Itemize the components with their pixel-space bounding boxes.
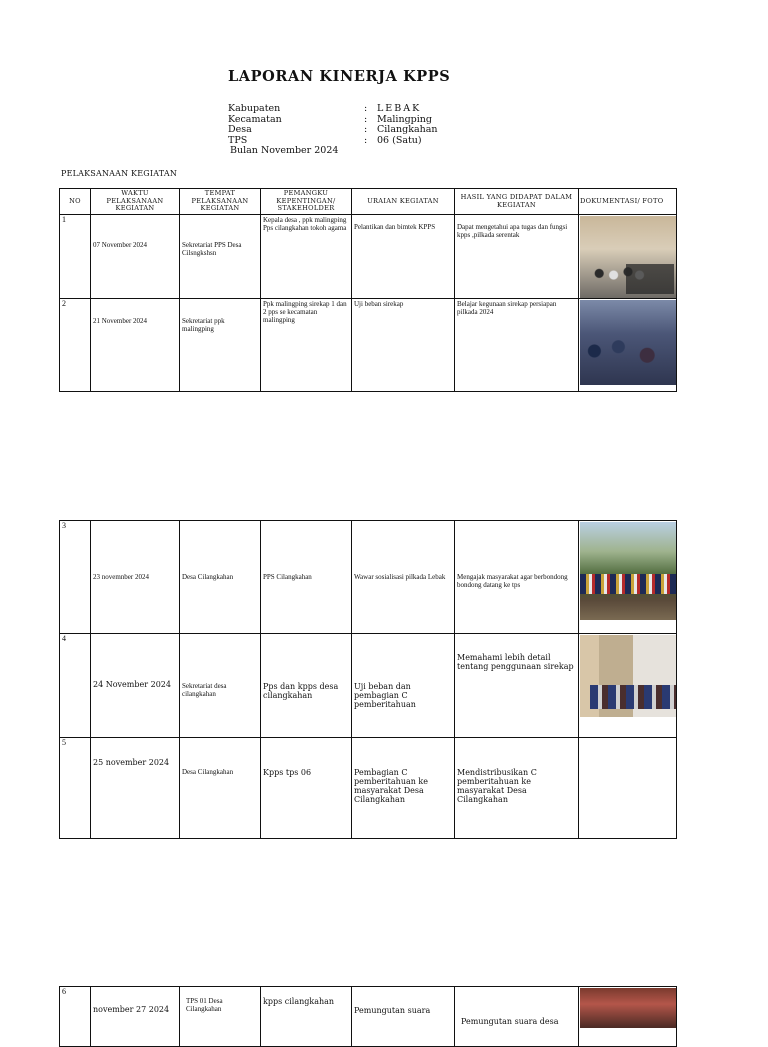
cell-pemangku: Ppk malingping sirekap 1 dan 2 pps se kecamatan malingping: [261, 299, 352, 392]
meta-label: Kecamatan: [228, 113, 282, 125]
activity-table-page-1: [59, 188, 677, 392]
meta-value: 06 (Satu): [377, 134, 422, 146]
cell-hasil: Belajar kegunaan sirekap persiapan pilkada 2024: [455, 299, 579, 392]
meta-colon: :: [364, 113, 368, 125]
cell-tempat: Sekretariat ppk malingping: [180, 299, 261, 392]
section-title: PELAKSANAAN KEGIATAN: [61, 169, 178, 178]
activity-photo: [580, 522, 676, 620]
cell-hasil: Memahami lebih detail tentang penggunaan sirekap: [455, 634, 579, 738]
meta-label: Kabupaten: [228, 103, 281, 114]
activity-photo: [580, 988, 676, 1028]
header-waktu: WAKTU PELAKSANAAN KEGIATAN: [91, 189, 180, 215]
cell-waktu: 21 November 2024: [91, 299, 180, 392]
cell-waktu: 25 november 2024: [91, 738, 180, 839]
table-header-row: [60, 189, 677, 215]
cell-hasil: Dapat mengetahui apa tugas dan fungsi kpps ,pilkada serentak: [455, 215, 579, 299]
meta-label: Desa: [228, 124, 252, 136]
activity-photo: [580, 216, 676, 298]
cell-pemangku: kpps cilangkahan: [261, 987, 352, 1047]
cell-no: 4: [60, 634, 91, 738]
header-uraian: URAIAN KEGIATAN: [352, 189, 455, 215]
cell-no: 3: [60, 521, 91, 634]
activity-photo: [580, 635, 676, 717]
cell-dokumentasi: [579, 215, 677, 299]
cell-uraian: Pemungutan suara: [352, 987, 455, 1047]
meta-colon: :: [364, 124, 368, 136]
cell-dokumentasi: [579, 987, 677, 1047]
cell-dokumentasi: [579, 634, 677, 738]
cell-pemangku: PPS Cilangkahan: [261, 521, 352, 634]
meta-bulan-text: Bulan November 2024: [230, 145, 339, 157]
meta-value: Cilangkahan: [377, 124, 438, 136]
meta-colon: :: [364, 103, 368, 114]
header-tempat: TEMPAT PELAKSANAAN KEGIATAN: [180, 189, 261, 215]
cell-tempat: Sekretariat desa cilangkahan: [180, 634, 261, 738]
cell-waktu: 23 novemnber 2024: [91, 521, 180, 634]
cell-uraian: Wawar sosialisasi pilkada Lebak: [352, 521, 455, 634]
activity-table-page-3: [59, 986, 677, 1047]
cell-pemangku: Kpps tps 06: [261, 738, 352, 839]
cell-dokumentasi: [579, 299, 677, 392]
cell-pemangku: Pps dan kpps desa cilangkahan: [261, 634, 352, 738]
cell-uraian: Uji beban sirekap: [352, 299, 455, 392]
cell-dokumentasi: [579, 738, 677, 839]
table-row: [60, 521, 677, 634]
cell-waktu: november 27 2024: [91, 987, 180, 1047]
cell-pemangku: Kepala desa , ppk malingping Pps cilangkahan tokoh agama: [261, 215, 352, 299]
meta-value: LEBAK: [377, 103, 422, 114]
cell-tempat: Desa Cilangkahan: [180, 738, 261, 839]
cell-tempat: Desa Cilangkahan: [180, 521, 261, 634]
cell-uraian: Uji beban dan pembagian C pemberitahuan: [352, 634, 455, 738]
table-row: [60, 634, 677, 738]
header-dokumentasi: DOKUMENTASI/ FOTO: [579, 189, 677, 215]
cell-hasil: Mendistribusikan C pemberitahuan ke masyarakat Desa Cilangkahan: [455, 738, 579, 839]
cell-uraian: Pembagian C pemberitahuan ke masyarakat Desa Cilangkahan: [352, 738, 455, 839]
meta-label: TPS: [228, 134, 248, 146]
cell-dokumentasi: [579, 521, 677, 634]
header-no: NO: [60, 189, 91, 215]
meta-value: Malingping: [377, 113, 432, 125]
cell-no: 1: [60, 215, 91, 299]
cell-waktu: 24 November 2024: [91, 634, 180, 738]
header-hasil: HASIL YANG DIDAPAT DALAM KEGIATAN: [455, 189, 579, 215]
cell-no: 6: [60, 987, 91, 1047]
table-row: [60, 738, 677, 839]
cell-uraian: Pelantikan dan bimtek KPPS: [352, 215, 455, 299]
cell-hasil: Mengajak masyarakat agar berbondong bondong datang ke tps: [455, 521, 579, 634]
activity-table-page-2: [59, 520, 677, 839]
cell-no: 2: [60, 299, 91, 392]
cell-hasil: Pemungutan suara desa: [455, 987, 579, 1047]
cell-tempat: TPS 01 Desa Cilangkahan: [180, 987, 261, 1047]
table-row: [60, 987, 677, 1047]
page-title: LAPORAN KINERJA KPPS: [228, 68, 451, 85]
cell-tempat: Sekretariat PPS Desa Cilsngkshsn: [180, 215, 261, 299]
cell-no: 5: [60, 738, 91, 839]
activity-photo: [580, 300, 676, 385]
cell-waktu: 07 November 2024: [91, 215, 180, 299]
header-pemangku: PEMANGKU KEPENTINGAN/ STAKEHOLDER: [261, 189, 352, 215]
meta-colon: :: [364, 134, 368, 146]
table-row: [60, 299, 677, 392]
table-row: [60, 215, 677, 299]
